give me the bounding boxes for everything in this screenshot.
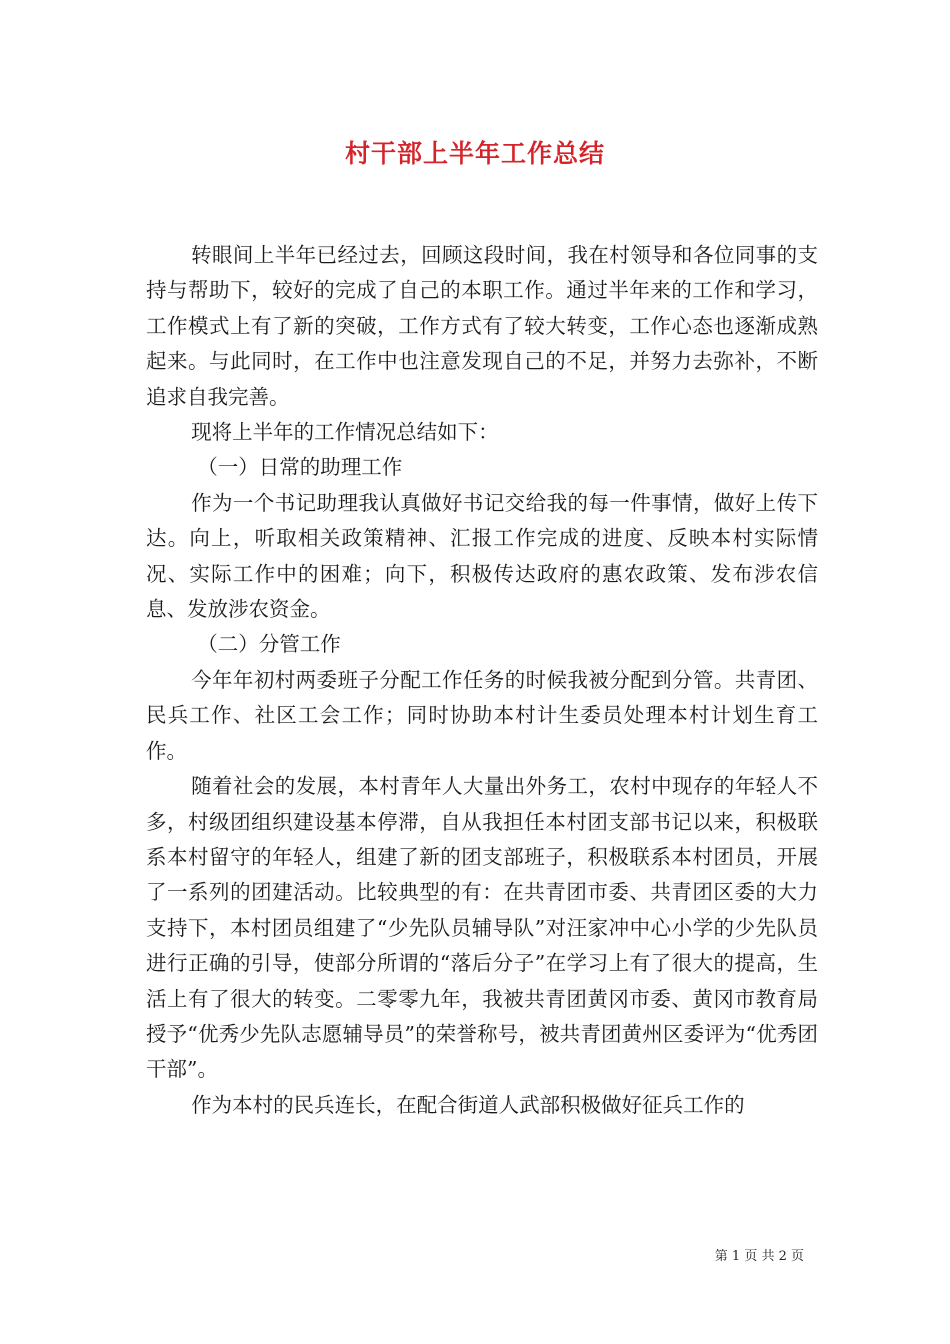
paragraph-managed-work: 今年年初村两委班子分配工作任务的时候我被分配到分管。共青团、民兵工作、社区工会工作；同时协助本村计生委员处理本村计划生育工作。 [146, 667, 818, 763]
paragraph-intro: 转眼间上半年已经过去，回顾这段时间，我在村领导和各位同事的支持与帮助下，较好的完成了自己的本职工作。通过半年来的工作和学习，工作模式上有了新的突破，工作方式有了较大转变，工作心态也逐渐成熟起来。与此同时，在工作中也注意发现自己的不足，并努力去弥补，不断追求自我完善。 [146, 243, 818, 409]
section-heading-daily-work: （一）日常的助理工作 [197, 455, 403, 480]
page-number: 第 1 页 共 2 页 [714, 1249, 804, 1264]
section-heading-managed-work: （二）分管工作 [197, 632, 341, 657]
paragraph-daily-work: 作为一个书记助理我认真做好书记交给我的每一件事情，做好上传下达。向上，听取相关政策精神、汇报工作完成的进度、反映本村实际情况、实际工作中的困难；向下，积极传达政府的惠农政策、发布涉农信息、发放涉农资金。 [146, 490, 818, 622]
document-body [146, 238, 818, 1123]
document-title: 村干部上半年工作总结 [344, 139, 605, 168]
paragraph-militia: 作为本村的民兵连长，在配合街道人武部积极做好征兵工作的 [191, 1092, 745, 1117]
paragraph-youth-league: 随着社会的发展，本村青年人大量出外务工，农村中现存的年轻人不多，村级团组织建设基本停滞，自从我担任本村团支部书记以来，积极联系本村留守的年轻人，组建了新的团支部班子，积极联系本村团员，开展了一系列的团建活动。比较典型的有：在共青团市委、共青团区委的大力支持下，本村团员组建了“少先队员辅导队”对汪家冲中心小学的少先队员进行正确的引导，使部分所谓的“落后分子”在学习上有了很大的提高，生活上有了很大的转变。二零零九年，我被共青团黄冈市委、黄冈市教育局授予“优秀少先队志愿辅导员”的荣誉称号，被共青团黄州区委评为“优秀团干部”。 [146, 774, 818, 1082]
paragraph-summary-lead: 现将上半年的工作情况总结如下： [191, 420, 499, 445]
